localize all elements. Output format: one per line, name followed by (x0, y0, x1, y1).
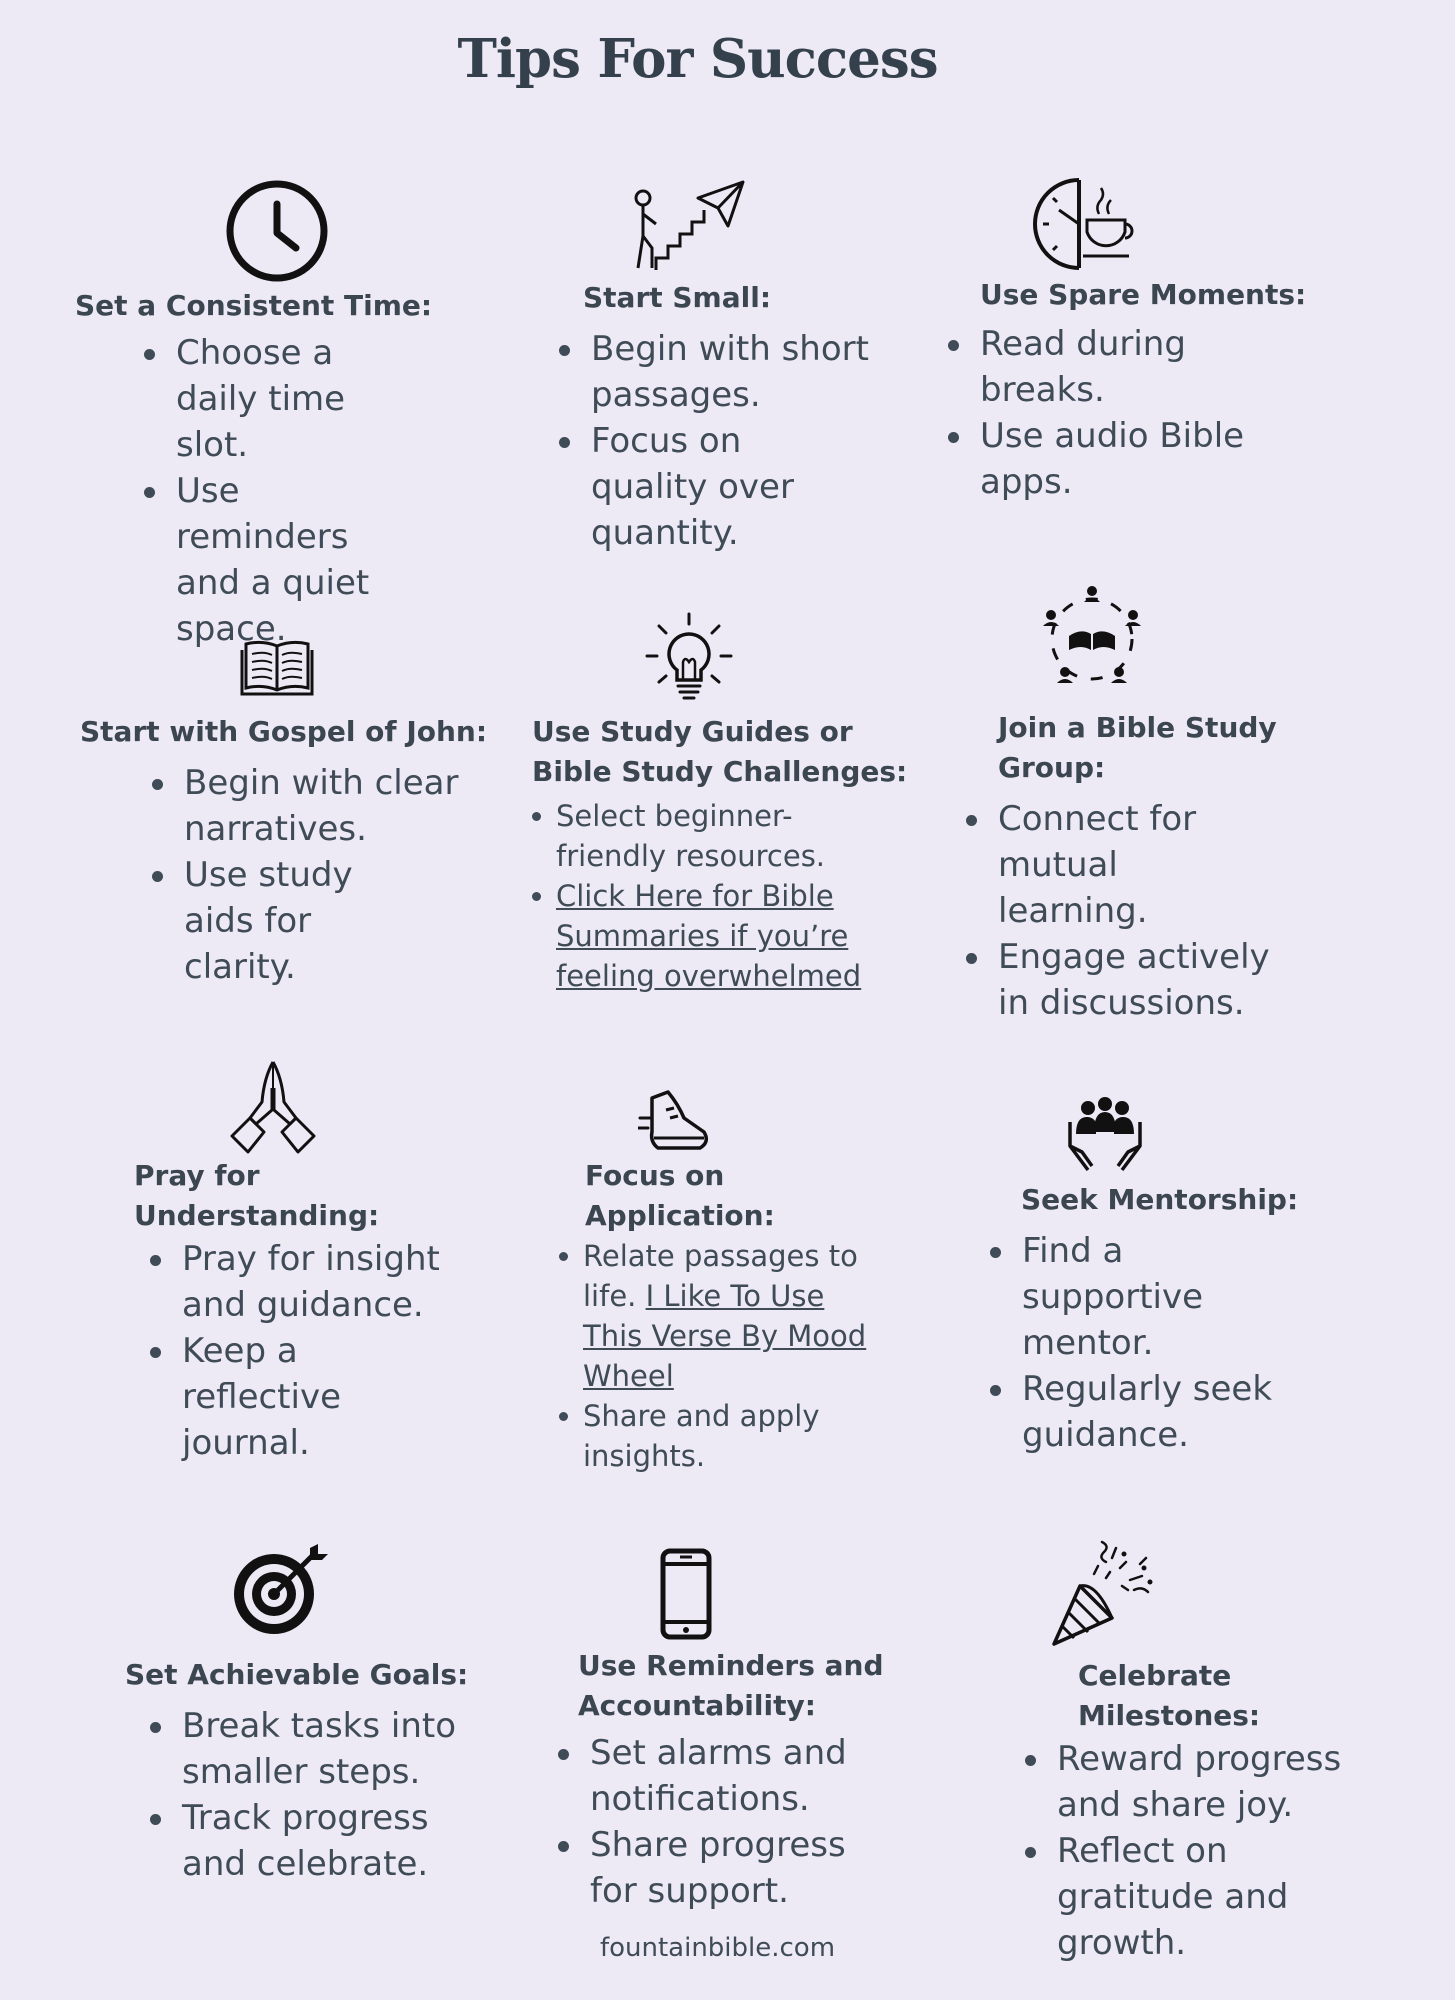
bullet-item: Pray for insight and guidance. (146, 1236, 462, 1328)
tip-consistent-time (75, 286, 455, 652)
bullet-item: Find a supportive mentor. (986, 1228, 1232, 1366)
target-icon (230, 1542, 330, 1638)
tip-mentorship (1021, 1180, 1351, 1458)
smartphone-icon (660, 1548, 712, 1640)
tip-reminders (578, 1646, 908, 1914)
light-bulb-icon (645, 612, 733, 702)
bullet-item: Reward progress and share joy. (1021, 1736, 1367, 1828)
bullet-item: Keep a reflective journal. (146, 1328, 382, 1466)
bullet-item: Begin with clear narratives. (148, 760, 484, 852)
clock-coffee-cup-icon (1033, 174, 1137, 274)
page-title: Tips For Success (457, 28, 938, 90)
bullet-item: Set alarms and notifications. (554, 1730, 880, 1822)
bullet-item: Break tasks into smaller steps. (146, 1703, 472, 1795)
tip-heading: Set a Consistent Time: (75, 289, 433, 322)
tip-study-group (998, 708, 1358, 1026)
bullet-item: Share progress for support. (554, 1822, 880, 1914)
tip-heading: Join a Bible Study Group: (998, 711, 1277, 784)
tip-start-small (583, 278, 913, 556)
stairs-paper-plane-icon (628, 178, 746, 274)
bullet-item: Select beginner-friendly resources. (528, 796, 866, 876)
verse-by-mood-wheel-link[interactable]: I Like To Use This Verse By Mood Wheel (583, 1279, 867, 1393)
tip-gospel-john (80, 712, 500, 990)
tip-pray (134, 1156, 494, 1466)
tip-heading: Use Spare Moments: (980, 278, 1307, 311)
bullet-item: Share and apply insights. (555, 1396, 873, 1476)
tip-heading: Seek Mentorship: (1021, 1183, 1299, 1216)
tip-application (585, 1156, 915, 1476)
bullet-item: Track progress and celebrate. (146, 1795, 472, 1887)
bullet-item (528, 876, 896, 996)
open-book-icon (240, 638, 314, 696)
bullet-item: Use audio Bible apps. (944, 413, 1280, 505)
bullet-item: Use study aids for clarity. (148, 852, 424, 990)
bible-summaries-link[interactable]: Click Here for Bible Summaries if you’re feeling overwhelmed (556, 879, 862, 993)
praying-hands-icon (228, 1058, 318, 1158)
bullet-item: Read during breaks. (944, 321, 1210, 413)
bullet-item: Engage actively in discussions. (962, 934, 1288, 1026)
tip-heading: Use Reminders and Accountability: (578, 1649, 884, 1722)
tip-spare-moments (980, 275, 1360, 505)
footer-site: fountainbible.com (599, 1933, 836, 1963)
tip-heading: Start Small: (583, 281, 772, 314)
tip-celebrate (1057, 1656, 1378, 1966)
bullet-item: Choose a daily time slot. (140, 330, 406, 468)
running-shoe-icon (638, 1088, 712, 1154)
tip-heading: Start with Gospel of John: (80, 715, 488, 748)
bullet-item: Use reminders and a quiet space. (140, 468, 406, 652)
clock-icon (224, 178, 330, 284)
tip-heading: Use Study Guides or (532, 715, 853, 748)
tip-heading: Pray for Understanding: (134, 1159, 380, 1232)
tip-heading: Focus on Application: (585, 1159, 775, 1232)
tip-heading: Bible Study Challenges: (532, 755, 908, 788)
tip-heading: Set Achievable Goals: (125, 1658, 469, 1691)
bullet-item: Begin with short passages. (555, 326, 891, 418)
party-popper-icon (1050, 1538, 1160, 1648)
bullet-item: Regularly seek guidance. (986, 1366, 1302, 1458)
bullet-item: Connect for mutual learning. (962, 796, 1228, 934)
tip-goals (125, 1655, 505, 1887)
tip-heading: Celebrate Milestones: (1078, 1659, 1261, 1732)
tip-study-guides (532, 712, 932, 996)
bullet-text: Relate passages to life. (583, 1239, 858, 1313)
hands-people-icon (1066, 1096, 1144, 1174)
bullet-item: Reflect on gratitude and growth. (1021, 1828, 1317, 1966)
bullet-item: Focus on quality over quantity. (555, 418, 831, 556)
group-bible-icon (1037, 584, 1147, 694)
bullet-item (555, 1236, 873, 1396)
